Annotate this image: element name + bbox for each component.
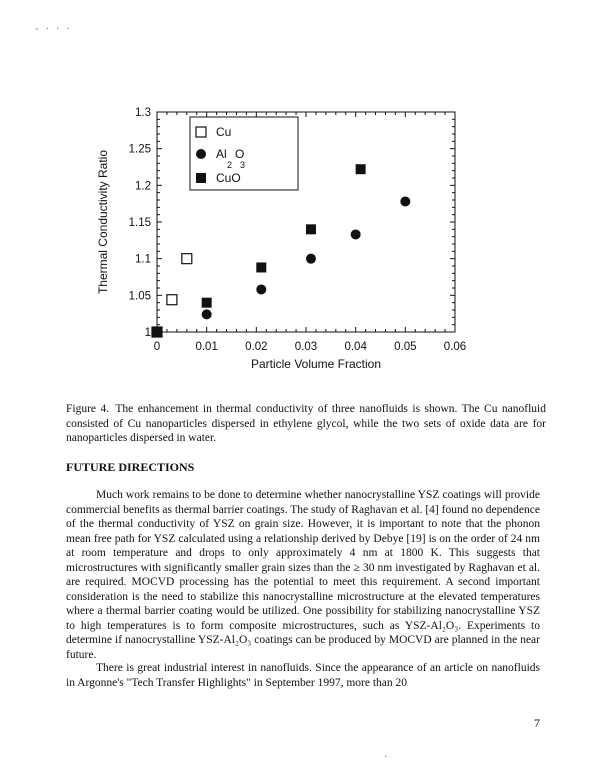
- thermal-conductivity-chart: [95, 100, 485, 385]
- data-point-cuo: [202, 298, 212, 308]
- legend-subscript-2: 2: [227, 160, 233, 170]
- data-point-cuo: [306, 224, 316, 234]
- x-tick-label: 0.06: [443, 341, 467, 353]
- y-tick-label: 1.25: [128, 143, 151, 156]
- data-point-al2o3: [256, 284, 266, 294]
- figure-caption: [66, 402, 546, 446]
- caption-text: The enhancement in thermal conductivity of three nanofluids is shown. The Cu nanofluid consisted of Cu nanoparticles dispersed in ethylene glycol, while the two sets of oxide data are for nanoparticles dispersed in water.: [66, 403, 546, 444]
- figure-label: Figure 4.: [66, 403, 110, 415]
- x-tick-label: 0.03: [294, 341, 318, 353]
- data-point-al2o3: [202, 309, 212, 319]
- scan-speck: ·: [384, 752, 390, 763]
- data-point-cuo: [256, 262, 266, 272]
- legend-label-cu: Cu: [216, 125, 232, 139]
- x-tick-label: 0.01: [195, 341, 218, 353]
- page-number: 7: [534, 716, 540, 730]
- x-tick-label: 0.04: [344, 341, 367, 353]
- body-paragraph: Much work remains to be done to determine whether nanocrystalline YSZ coatings will provide commercial benefits as thermal barrier coatings. The study of Raghavan et al. [4] found no dependence of the thermal conductivity of YSZ on grain size. However, it is important to note that the phonon mean free path for YSZ calculated using a relationship derived by Debye [19] is on the order of 24 nm at room temperature and drops to only approximately 4 nm at 1800 K. This suggests that microstructures with significantly smaller grain sizes than the ≥ 30 nm investigated by Raghavan et al. are required. MOCVD processing has the potential to meet this requirement. A second important consideration is the need to stabilize this nanocrystalline microstructure at the elevated temperatures where a thermal barrier coating would be utilized. One possibility for stabilizing nanocrystalline YSZ to high temperatures is to form composite microstructures, such as YSZ-Al₂O₃. Experiments to determine if nanocrystalline YSZ-Al₂O₃ coatings can be produced by MOCVD are planned in the near future.: [66, 489, 540, 661]
- tick-labels: [129, 107, 467, 353]
- x-tick-label: 0: [153, 341, 161, 353]
- data-point-cuo: [152, 327, 162, 337]
- y-tick-label: 1.05: [128, 290, 151, 303]
- legend-symbols: [196, 127, 206, 183]
- legend-label-al: Al: [216, 147, 227, 161]
- section-heading: FUTURE DIRECTIONS: [66, 460, 195, 474]
- data-point-al2o3: [351, 229, 361, 239]
- legend-symbol-cuo: [196, 173, 206, 183]
- legend-label-o: O: [235, 147, 245, 161]
- x-axis-label: Particle Volume Fraction: [250, 357, 382, 371]
- legend-subscript-3: 3: [240, 160, 246, 170]
- y-tick-label: 1.15: [128, 217, 151, 229]
- body-paragraph: There is great industrial interest in nanofluids. Since the appearance of an article on nanofluids in Argonne's "Tech Transfer Highlights" in September 1997, more than 20: [66, 662, 540, 689]
- y-axis-label: Thermal Conductivity Ratio: [96, 149, 110, 295]
- legend-symbol-cu: [196, 127, 206, 137]
- data-point-cuo: [356, 164, 366, 174]
- y-tick-label: 1.3: [135, 107, 151, 119]
- y-tick-label: 1.1: [135, 253, 151, 266]
- data-point-al2o3: [400, 196, 410, 206]
- y-tick-label: 1.2: [135, 180, 151, 193]
- legend-label-cuo: CuO: [216, 171, 241, 185]
- x-tick-label: 0.05: [394, 341, 417, 353]
- y-tick-label: 1: [144, 327, 151, 339]
- x-tick-label: 0.02: [245, 341, 268, 353]
- legend-symbol-al2o3: [196, 149, 206, 159]
- chart-legend: [190, 117, 298, 190]
- scan-speck: - · · ·: [35, 24, 72, 35]
- data-point-al2o3: [306, 254, 316, 264]
- data-point-cu: [167, 295, 177, 305]
- data-point-cu: [182, 254, 192, 264]
